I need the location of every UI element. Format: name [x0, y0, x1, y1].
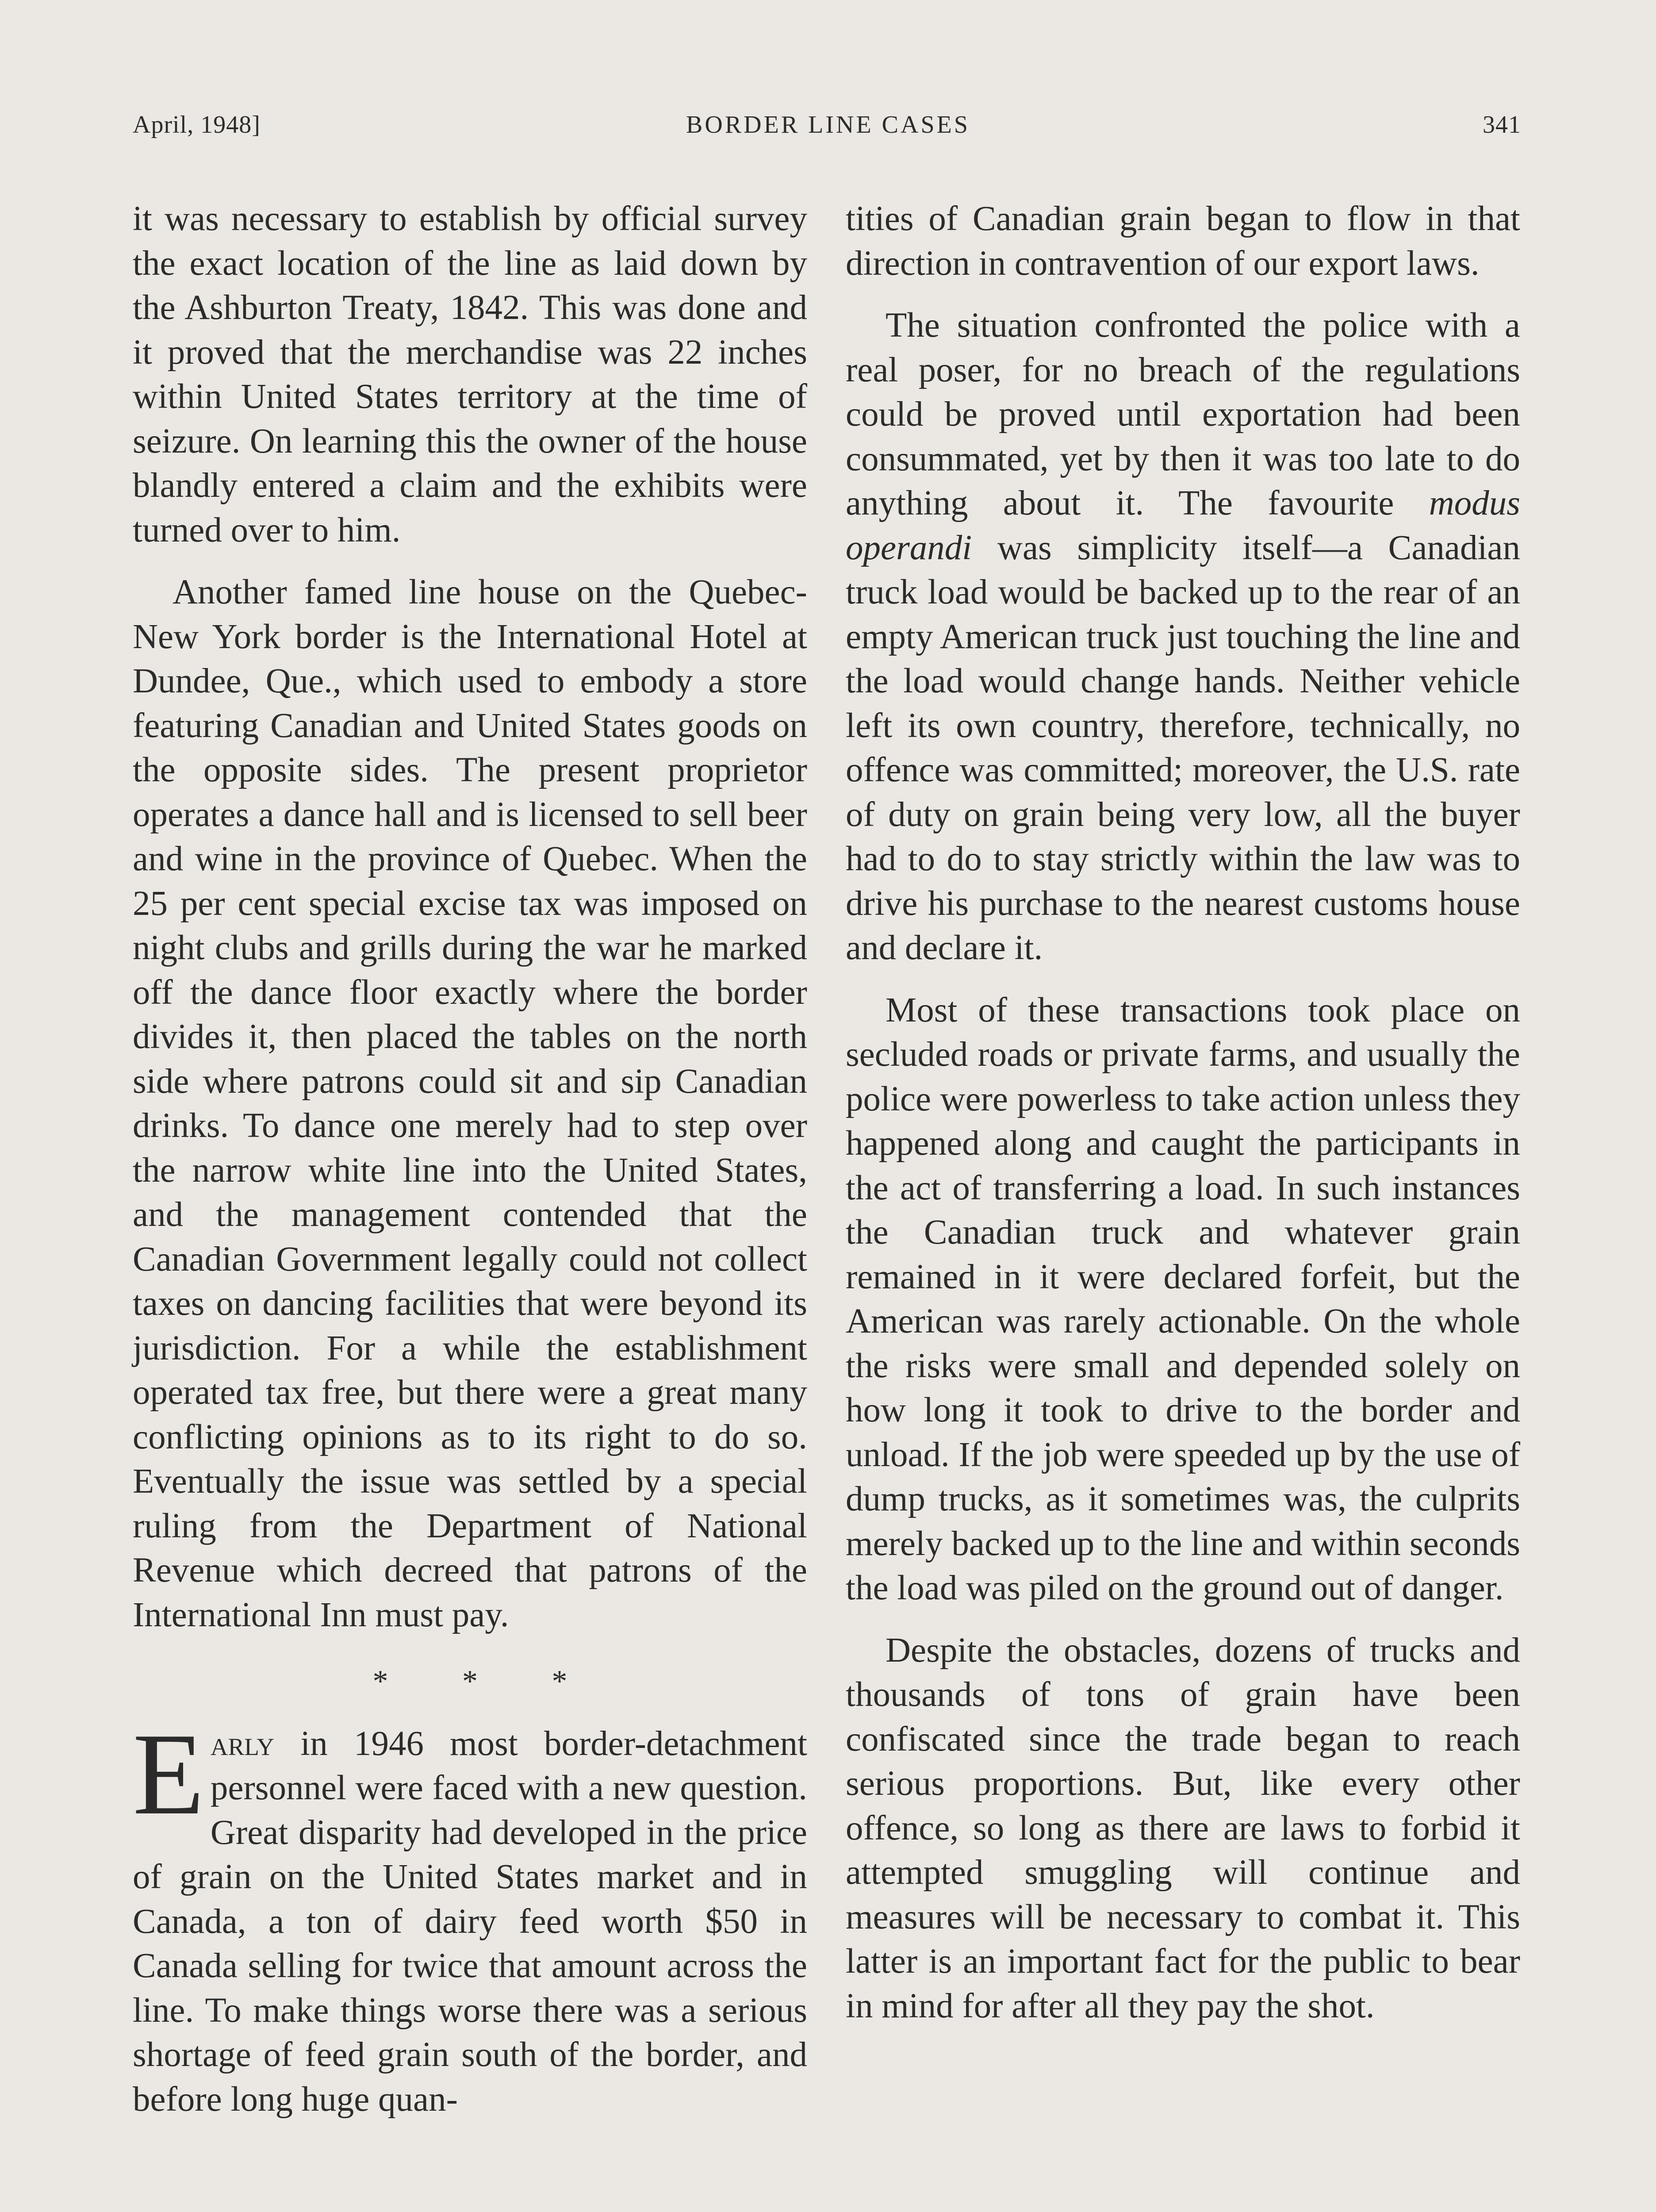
running-header [0, 111, 1656, 164]
paragraph: Despite the obstacles, dozens of trucks and thousands of tons of grain have been confiscated since the trade began to reach serious proportions. But, like every other offence, so long as there are laws to forbid it attempted smuggling will continue and measures will be necessary to combat it. This latter is an important fact for the public to bear in mind for after all they pay the shot. [846, 1631, 1520, 2025]
paragraph-dropcap [133, 1709, 807, 2122]
paragraph [846, 303, 1520, 971]
paragraph: Most of these transactions took place on secluded roads or private farms, and usually the police were powerless to take action unless they happened along and caught the participants in the act of transferring a load. In such instances the Canadian truck and whatever grain remained in it were declared forfeit, but the American was rarely actionable. On the whole the risks were small and depended solely on how long it took to drive to the border and unload. If the job were speeded up by the use of dump trucks, as it sometimes was, the culprits merely backed up to the line and within seconds the load was piled on the ground out of danger. [846, 991, 1520, 1607]
italic-phrase: modus operandi [846, 484, 1520, 567]
paragraph-text: in 1946 most border-detachment personnel were faced with a new question. Great disparity had developed in the price of grain on the United States market and in Canada, a ton of dairy feed worth $50 in Canada selling for twice that amount across the line. To make things worse there was a serious shortage of feed grain south of the border, and before long huge quan- [133, 1724, 807, 2119]
small-caps-word: arly [210, 1724, 275, 1763]
paragraph-text: The situation confronted the police with a real poser, for no breach of the regulations could be proved until exportation had been consummated, yet by then it was too late to do anything about it. The favourite [846, 306, 1520, 522]
section-separator: * * * [372, 1664, 567, 1698]
paragraph: tities of Canadian grain began to flow in that direction in contravention of our export laws. [846, 200, 1520, 283]
right-column [846, 197, 1520, 2046]
left-column [133, 197, 807, 2139]
header-title: BORDER LINE CASES [686, 111, 970, 138]
drop-cap: E [133, 1709, 204, 1839]
paragraph: Another famed line house on the Quebec-New York border is the International Hotel at Dundee, Que., which used to embody a store featuring Canadian and United States goods on the opposite sides. The present proprietor operates a dance hall and is licensed to sell beer and wine in the province of Quebec. When the 25 per cent special excise tax was imposed on night clubs and grills during the war he marked off the dance floor exactly where the border divides it, then placed the tables on the north side where patrons could sit and sip Canadian drinks. To dance one merely had to step over the narrow white line into the United States, and the management contended that the Canadian Government legally could not collect taxes on dancing facilities that were beyond its jurisdiction. For a while the establishment operated tax free, but there were a great many conflicting opinions as to its right to do so. Eventually the issue was settled by a special ruling from the Department of National Revenue which decreed that patrons of the International Inn must pay. [133, 573, 807, 1634]
page-number: 341 [1483, 111, 1521, 138]
paragraph-text: was simplicity itself—a Canadian truck load would be backed up to the rear of an empty American truck just touching the line and the load would change hands. Neither vehicle left its own country, therefore, technically, no offence was committed; moreover, the U.S. rate of duty on grain being very low, all the buyer had to do to stay strictly within the law was to drive his purchase to the nearest customs house and declare it. [846, 528, 1520, 967]
paragraph: it was necessary to establish by official survey the exact location of the line as laid down by the Ashburton Treaty, 1842. This was done and it proved that the merchandise was 22 inches within United States territory at the time of seizure. On learning this the owner of the house blandly entered a claim and the exhibits were turned over to him. [133, 200, 807, 549]
header-date: April, 1948] [133, 111, 261, 138]
